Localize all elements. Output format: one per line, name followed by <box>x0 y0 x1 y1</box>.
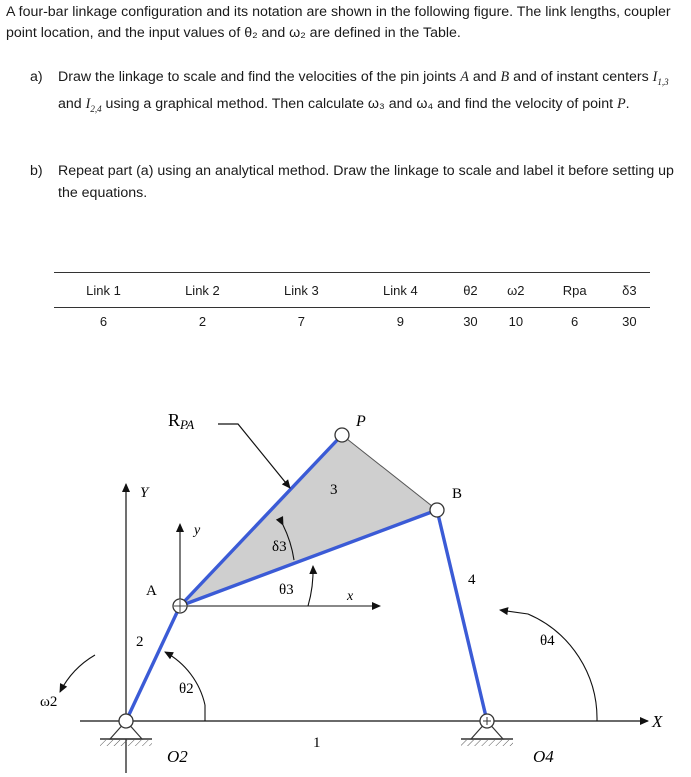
question-b-label: b) <box>30 163 43 179</box>
value-omega2: 10 <box>508 313 524 329</box>
intro-paragraph: A four-bar linkage configuration and its notation are shown in the following figure. The link lengths, coupler point location, and the input values of θ₂ and ω₂ are defined in the Table. <box>6 4 671 41</box>
rpa-letter: R <box>168 410 181 430</box>
question-a-label: a) <box>30 69 43 85</box>
qa-I13-sub: 1,3 <box>657 76 669 87</box>
qa-and2: and <box>58 95 86 112</box>
value-link1: 6 <box>99 313 108 329</box>
qa-I13: I <box>652 69 658 85</box>
qa-I24: I <box>85 95 91 112</box>
rpa-leader-arrow <box>218 424 290 488</box>
y-axis-label: Y <box>140 485 149 501</box>
qa-P: P <box>616 95 626 112</box>
qa-text-2: and of instant centers <box>509 69 653 85</box>
local-y-label: y <box>194 523 201 538</box>
delta3-label: δ3 <box>272 539 287 555</box>
o4-label: O4 <box>533 747 554 766</box>
question-b-text: Repeat part (a) using an analytical method. Draw the linkage to scale and label it before setting up the equations. <box>58 163 674 201</box>
qa-I24-sub: 2,4 <box>90 103 102 114</box>
qa-A: A <box>460 69 469 85</box>
link-2-label: 2 <box>136 634 144 650</box>
rpa-sub: PA <box>180 417 195 432</box>
point-p-label: P <box>356 413 366 430</box>
linkage-figure <box>0 400 691 777</box>
omega2-arrow <box>60 655 95 692</box>
value-link2: 2 <box>198 313 207 329</box>
value-theta2: 30 <box>463 313 478 329</box>
qa-end: . <box>625 95 630 112</box>
qa-and: and <box>468 69 501 85</box>
value-link3: 7 <box>297 313 305 329</box>
pin-joint-p <box>335 428 349 442</box>
parameter-table <box>54 272 650 334</box>
theta3-label: θ3 <box>279 582 294 598</box>
header-link1: Link 1 <box>54 273 153 308</box>
rpa-label <box>168 410 194 432</box>
header-rpa: Rpa <box>541 273 609 308</box>
table-header-row <box>54 273 650 308</box>
point-b-label: B <box>452 486 463 502</box>
link-4 <box>437 510 487 721</box>
value-link4: 9 <box>396 313 404 329</box>
header-link4: Link 4 <box>351 273 450 308</box>
value-delta3: 30 <box>622 313 637 329</box>
x-axis-label: X <box>652 712 663 731</box>
theta3-arc <box>308 566 313 606</box>
question-a-text <box>58 66 688 120</box>
qa-text-3: using a graphical method. Then calculate ω₃ and ω₄ and find the velocity of point <box>101 95 617 112</box>
qa-text-1: Draw the linkage to scale and find the velocities of the pin joints <box>58 69 461 85</box>
link-4-label: 4 <box>468 572 476 588</box>
omega2-label: ω2 <box>40 694 58 710</box>
ground-pivot-o4 <box>461 714 513 746</box>
pin-joint-a <box>173 599 187 613</box>
theta4-label: θ4 <box>540 633 555 649</box>
pin-joint-b <box>430 503 444 517</box>
header-omega2: ω2 <box>491 273 541 308</box>
theta2-arc-curve <box>165 652 205 705</box>
link-2 <box>126 606 180 721</box>
point-a-label: A <box>146 583 157 599</box>
local-x-label: x <box>347 589 354 604</box>
link-3-label: 3 <box>330 482 338 498</box>
value-rpa: 6 <box>571 313 579 329</box>
theta2-label: θ2 <box>179 681 194 697</box>
header-link2: Link 2 <box>153 273 252 308</box>
table-row <box>54 308 650 335</box>
theta4-arc <box>500 610 597 721</box>
header-link3: Link 3 <box>252 273 351 308</box>
coupler-link-3 <box>180 435 437 606</box>
header-delta3: δ3 <box>609 273 650 308</box>
link-1-label: 1 <box>313 735 321 751</box>
qa-B: B <box>500 69 510 85</box>
ground-pivot-o2 <box>100 714 152 746</box>
header-theta2: θ2 <box>450 273 491 308</box>
o2-label: O2 <box>167 747 188 766</box>
